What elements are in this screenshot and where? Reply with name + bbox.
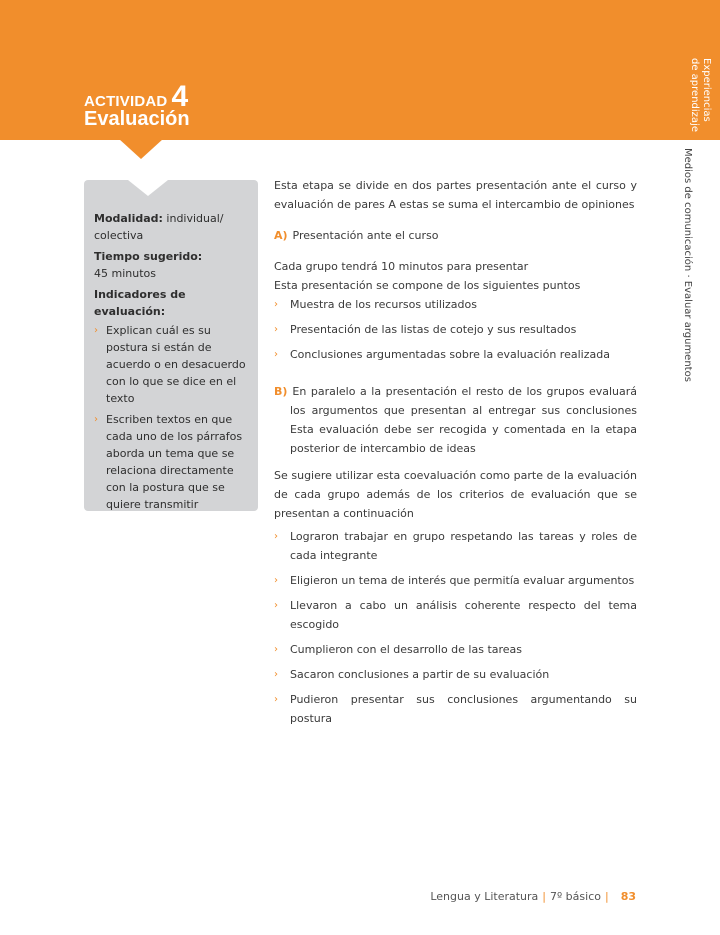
section-b-letter: B) bbox=[274, 385, 288, 398]
banner-notch bbox=[119, 139, 163, 159]
section-a-heading bbox=[274, 226, 637, 245]
intro-paragraph: Esta etapa se divide en dos partes presentación ante el curso y evaluación de pares A estas se suma el intercambio de opiniones bbox=[274, 179, 637, 211]
indicadores-row bbox=[94, 286, 252, 513]
criteria-list bbox=[274, 527, 637, 728]
list-item: › Llevaron a cabo un análisis coherente respecto del tema escogido bbox=[274, 596, 637, 634]
list-item: › Lograron trabajar en grupo respetando las tareas y roles de cada integrante bbox=[274, 527, 637, 565]
modalidad-label: Modalidad: bbox=[94, 212, 163, 225]
bullet-icon: › bbox=[94, 414, 98, 425]
activity-word: ACTIVIDAD bbox=[84, 93, 168, 110]
tiempo-label: Tiempo sugerido: bbox=[94, 250, 203, 263]
section-a-title: Presentación ante el curso bbox=[292, 229, 439, 242]
info-box-notch bbox=[128, 180, 168, 196]
modalidad-row bbox=[94, 210, 252, 244]
list-item: › Sacaron conclusiones a partir de su evaluación bbox=[274, 665, 637, 684]
indicadores-list bbox=[94, 322, 252, 513]
side-tab-line2: de aprendizaje bbox=[689, 58, 700, 132]
modalidad-value: individual/ colectiva bbox=[94, 212, 224, 242]
bullet-icon: › bbox=[94, 325, 98, 336]
bullet-icon: › bbox=[274, 600, 278, 611]
list-item: › Pudieron presentar sus conclusiones argumentando su postura bbox=[274, 690, 637, 728]
bullet-icon: › bbox=[274, 694, 278, 705]
footer-separator: | bbox=[542, 890, 546, 903]
list-item: › Presentación de las listas de cotejo y sus resultados bbox=[274, 320, 637, 339]
section-a-line2: Esta presentación se compone de los siguientes puntos bbox=[274, 279, 581, 292]
main-content bbox=[274, 176, 637, 734]
section-b-text: En paralelo a la presentación el resto de los grupos evaluará los argumentos que presentan al entregar sus conclusiones Esta evaluación debe ser recogida y comentada en la etapa posterior de intercambio de ideas bbox=[290, 385, 637, 455]
tiempo-row bbox=[94, 248, 252, 282]
bullet-icon: › bbox=[274, 669, 278, 680]
coevaluation-paragraph: Se sugiere utilizar esta coevaluación como parte de la evaluación de cada grupo además de los criterios de evaluación que se presentan a continuación bbox=[274, 469, 637, 520]
list-item: › Conclusiones argumentadas sobre la evaluación realizada bbox=[274, 345, 637, 364]
bullet-icon: › bbox=[274, 299, 278, 310]
list-item: › Eligieron un tema de interés que permitía evaluar argumentos bbox=[274, 571, 637, 590]
indicadores-label: Indicadores de evaluación: bbox=[94, 288, 186, 318]
side-section-label: Medios de comunicación · Evaluar argumentos bbox=[682, 148, 693, 382]
tiempo-value: 45 minutos bbox=[94, 267, 156, 280]
page-number: 83 bbox=[620, 890, 636, 903]
footer-grade: 7º básico bbox=[550, 890, 601, 903]
bullet-icon: › bbox=[274, 644, 278, 655]
section-b-paragraph bbox=[274, 382, 637, 458]
bullet-icon: › bbox=[274, 324, 278, 335]
page-title: Evaluación bbox=[84, 108, 190, 130]
activity-number: 4 bbox=[171, 80, 189, 113]
section-a-letter: A) bbox=[274, 229, 288, 242]
side-tab-line1: Experiencias bbox=[701, 58, 712, 122]
side-tab-label bbox=[688, 58, 712, 132]
list-item: › Cumplieron con el desarrollo de las tareas bbox=[274, 640, 637, 659]
footer-subject: Lengua y Literatura bbox=[430, 890, 539, 903]
list-item: › Explican cuál es su postura si están de acuerdo o en desacuerdo con lo que se dice en el texto bbox=[94, 324, 246, 405]
section-a-line1: Cada grupo tendrá 10 minutos para presentar bbox=[274, 260, 529, 273]
bullet-icon: › bbox=[274, 531, 278, 542]
section-a-list bbox=[274, 295, 637, 364]
list-item: › Muestra de los recursos utilizados bbox=[274, 295, 637, 314]
info-box-content bbox=[94, 210, 252, 517]
list-item: › Escriben textos en que cada uno de los párrafos aborda un tema que se relaciona directamente con la postura que se quiere transmitir bbox=[94, 413, 243, 511]
page-footer bbox=[430, 890, 636, 903]
bullet-icon: › bbox=[274, 349, 278, 360]
bullet-icon: › bbox=[274, 575, 278, 586]
footer-separator: | bbox=[604, 890, 609, 903]
